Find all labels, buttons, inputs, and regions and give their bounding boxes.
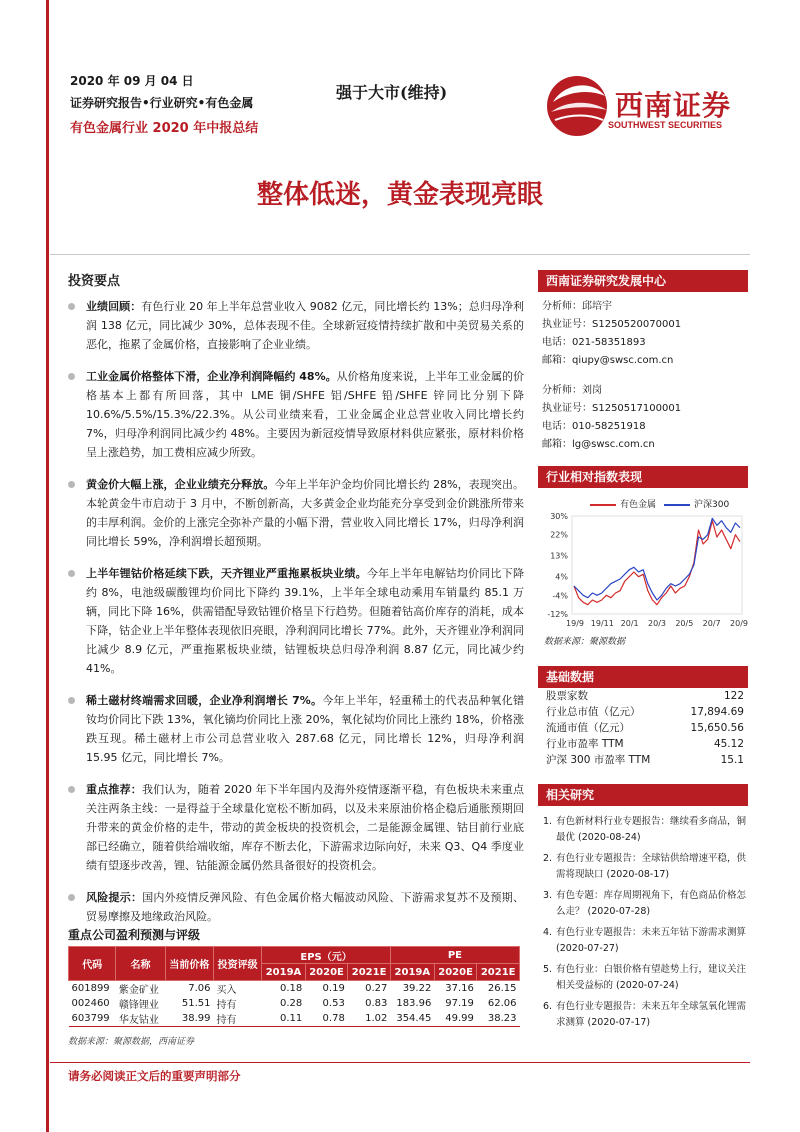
relative-index-chart-panel xyxy=(538,466,748,647)
analyst-license: 执业证号：S1250520070001 xyxy=(542,319,682,330)
bullet-icon xyxy=(68,697,75,704)
col-year: 2021E xyxy=(348,964,391,981)
related-research-title: 有色行业专题报告：未来五年钴下游需求测算 (2020-07-27) xyxy=(556,927,747,954)
report-date: 2020 年 09 月 04 日 xyxy=(70,74,194,88)
cell-code: 002460 xyxy=(71,998,110,1009)
analyst-email: 邮箱：qiupy@swsc.com.cn xyxy=(542,355,674,366)
cell-value: 0.18 xyxy=(262,981,306,997)
x-tick-label: 19/11 xyxy=(590,619,614,628)
cell-value: 49.99 xyxy=(434,1011,477,1027)
basic-data-label: 股票家数 xyxy=(546,690,588,702)
point-performance-review xyxy=(68,297,524,354)
basic-data-value: 15,650.56 xyxy=(690,722,744,734)
basic-data-value: 17,894.69 xyxy=(690,706,744,718)
report-title: 整体低迷，黄金表现亮眼 xyxy=(256,180,543,210)
cell-value: 26.15 xyxy=(477,981,520,997)
col-year: 2019A xyxy=(390,964,434,981)
basic-data-row xyxy=(538,688,748,704)
point-gold xyxy=(68,475,524,551)
series-line-nonferrous xyxy=(574,521,740,605)
col-price: 当前价格 xyxy=(165,947,213,981)
cell-value: 183.96 xyxy=(396,998,432,1009)
cell-price: 51.51 xyxy=(181,998,211,1009)
investment-points-section xyxy=(68,270,524,939)
related-research-title: 有色专题：库存周期视角下，有色商品价格怎么走？ (2020-07-28) xyxy=(556,890,747,917)
basic-data-row xyxy=(538,704,748,720)
point-lead: 稀土磁材终端需求回暖，企业净利润增长 7%。 xyxy=(86,694,323,707)
point-lead: 重点推荐： xyxy=(86,783,142,796)
related-research-link[interactable]: 6. 有色行业专题报告：未来五年全球氢氧化锂需求测算 (2020-07-17) xyxy=(543,1001,747,1028)
forecast-table-title: 重点公司盈利预测与评级 xyxy=(68,928,201,942)
point-industrial-metals xyxy=(68,367,524,462)
analyst-phone: 电话：010-58251918 xyxy=(542,421,646,432)
related-research-title: 有色行业专题报告：全球钴供给增速平稳，供需将现缺口 (2020-08-17) xyxy=(556,853,747,880)
forecast-table xyxy=(68,946,520,1027)
point-body: 国内外疫情反弹风险、有色金属价格大幅波动风险、下游需求复苏不及预期、贸易摩擦及地缘政治风险。 xyxy=(86,891,525,923)
related-research-link[interactable]: 5. 有色行业：白银价格有望趁势上行，建议关注相关受益标的 (2020-07-24) xyxy=(543,964,747,991)
y-tick-label: 22% xyxy=(550,530,568,540)
related-research-link[interactable]: 3. 有色专题：库存周期视角下，有色商品价格怎么走？ (2020-07-28) xyxy=(543,890,747,917)
brand-emblem-icon xyxy=(545,72,615,142)
cell-price: 38.99 xyxy=(165,1011,213,1027)
legend-item-csi300 xyxy=(664,497,729,510)
y-tick-label: 13% xyxy=(550,551,568,561)
related-research-list xyxy=(538,814,748,1030)
relative-index-chart xyxy=(538,510,748,632)
legend-item-nonferrous xyxy=(590,497,656,510)
point-body: 今年上半年，轻重稀土的代表品种氧化镨钕均价同比下跌 13%，氧化镝均价同比上涨 20%，氧化铽均价同比上涨约 18%，价格涨跌互现。稀土磁材上市公司总营业收入 287.68 亿元，同比增长 12%，归母净利润 15.95 亿元，同比增长 7%。 xyxy=(86,694,524,764)
footer-divider xyxy=(50,1062,750,1063)
related-research-title: 有色行业专题报告：未来五年全球氢氧化锂需求测算 (2020-07-17) xyxy=(556,1001,747,1028)
footer-disclaimer: 请务必阅读正文后的重要声明部分 xyxy=(68,1069,241,1083)
bullet-icon xyxy=(68,303,75,310)
table-row xyxy=(69,1011,520,1027)
basic-data-heading: 基础数据 xyxy=(538,666,748,688)
investment-points-heading: 投资要点 xyxy=(68,274,121,289)
cell-value: 0.83 xyxy=(365,998,388,1009)
bullet-icon xyxy=(68,894,75,901)
basic-data-value: 15.1 xyxy=(720,754,744,766)
report-type: 证券研究报告•行业研究•有色金属 xyxy=(70,96,254,110)
x-tick-label: 20/5 xyxy=(675,619,694,628)
cell-value: 97.19 xyxy=(445,998,474,1009)
cell-value: 0.11 xyxy=(262,1011,306,1027)
point-lead: 风险提示： xyxy=(86,891,143,904)
brand-name-cn: 西南证券 xyxy=(615,89,732,122)
basic-data-label: 流通市值（亿元） xyxy=(546,722,630,734)
forecast-table-source: 数据来源：聚源数据，西南证券 xyxy=(68,1037,195,1047)
brand-logo xyxy=(545,72,745,142)
header-divider xyxy=(50,254,750,255)
point-lithium-cobalt xyxy=(68,564,524,678)
basic-data-value: 45.12 xyxy=(713,738,744,750)
point-lead: 上半年锂钴价格延续下跌，天齐锂业严重拖累板块业绩。 xyxy=(86,567,367,580)
cell-value: 0.27 xyxy=(348,981,391,997)
basic-data-row xyxy=(538,720,748,736)
point-body: 我们认为，随着 2020 年下半年国内及海外疫情逐渐平稳，有色板块未来重点关注两条主线：一是得益于全球量化宽松不断加码，以及未来原油价格企稳后通胀预期回升带来的黄金价格的走牛，带动的黄金板块的投资机会，二是能源金属锂、钴目前行业底部已经确立，随着供给端收缩，库存不断去化，下游需求边际向好，未来 Q3、Q4 季度业绩有望逐步改善，锂、钴能源金属仍然具备很好的投资机会。 xyxy=(86,783,524,872)
legend-swatch xyxy=(664,504,690,506)
cell-rating: 买入 xyxy=(213,981,261,997)
basic-data-label: 行业市盈率 TTM xyxy=(546,738,624,750)
cell-value: 0.28 xyxy=(280,998,303,1009)
cell-code: 603799 xyxy=(69,1011,116,1027)
analyst-panel xyxy=(538,270,748,454)
cell-rating: 持有 xyxy=(213,1011,261,1027)
x-tick-label: 19/9 xyxy=(566,619,584,628)
cell-rating: 持有 xyxy=(216,1000,237,1011)
cell-value: 0.19 xyxy=(305,981,348,997)
legend-label: 沪深300 xyxy=(694,500,730,510)
point-body: 从价格角度来说，上半年工业金属的价格基本上都有所回落，其中 LME 铜/SHFE 铝/SHFE 铅/SHFE 锌同比分别下降 10.6%/5.5%/15.3%/22.3%。从公司业绩来看，工业金属企业总营业收入同比增长约 7%，归母净利润同比减少约 48%。主要因为新冠疫情导致原材料供应紧张，原材料价格呈上涨趋势，加工费相应减少所致。 xyxy=(86,370,524,459)
y-tick-label: 30% xyxy=(550,512,568,521)
basic-data-value: 122 xyxy=(723,690,744,702)
cell-value: 62.06 xyxy=(487,998,517,1009)
col-year: 2021E xyxy=(477,964,520,981)
analyst-license: 执业证号：S1250517100001 xyxy=(542,403,682,414)
point-body: 有色行业 20 年上半年总营业收入 9082 亿元，同比增长约 13%；总归母净利润 138 亿元，同比减少 30%，总体表现不佳。全球新冠疫情持续扩散和中美贸易关系的恶化，拖累了金属价格，直接影响了企业业绩。 xyxy=(86,300,525,351)
analyst-name: 分析师：刘岗 xyxy=(542,385,602,396)
brand-name-en: SOUTHWEST SECURITIES xyxy=(608,120,723,130)
basic-data-panel xyxy=(538,666,748,768)
bullet-icon xyxy=(68,373,75,380)
basic-data-row xyxy=(538,736,748,752)
analyst-heading: 西南证券研究发展中心 xyxy=(538,270,748,292)
cell-value: 354.45 xyxy=(390,1011,434,1027)
related-research-link[interactable]: 1. 有色新材料行业专题报告：继续看多商品，铜最优 (2020-08-24) xyxy=(543,816,747,843)
cell-value: 39.22 xyxy=(390,981,434,997)
y-tick-label: -4% xyxy=(552,591,568,601)
point-risk xyxy=(68,888,524,926)
cell-value: 0.53 xyxy=(322,998,345,1009)
basic-data-row xyxy=(538,752,748,768)
related-research-title: 有色新材料行业专题报告：继续看多商品，铜最优 (2020-08-24) xyxy=(556,816,747,843)
col-name: 名称 xyxy=(116,947,165,981)
y-tick-label: -12% xyxy=(547,610,568,619)
x-tick-label: 20/7 xyxy=(702,619,721,628)
x-tick-label: 20/1 xyxy=(620,619,639,628)
point-recommendation xyxy=(68,780,524,875)
analyst-phone: 电话：021-58351893 xyxy=(542,337,646,348)
point-body: 今年上半年沪金均价同比增长约 28%，表现突出。本轮黄金牛市启动于 3 月中，不断创新高，大多黄金企业均能充分享受到金价跳涨所带来的丰厚利润。金价的上涨完全弥补产量的小幅下滑，营业收入同比增长 17%，归母净利润同比增长 59%，净利润增长超预期。 xyxy=(86,478,525,548)
col-rating: 投资评级 xyxy=(213,947,261,981)
left-accent-rule xyxy=(46,0,49,1132)
investment-points-list xyxy=(68,297,524,926)
col-year: 2020E xyxy=(434,964,477,981)
cell-value: 1.02 xyxy=(348,1011,391,1027)
cell-name: 华友钴业 xyxy=(116,1011,165,1027)
cell-value: 38.23 xyxy=(477,1011,520,1027)
report-subtitle: 有色金属行业 2020 年中报总结 xyxy=(70,121,259,136)
point-rare-earth xyxy=(68,691,524,767)
industry-rating: 强于大市(维持) xyxy=(336,83,448,102)
cell-value: 37.16 xyxy=(434,981,477,997)
cell-code: 601899 xyxy=(69,981,116,997)
legend-label: 有色金属 xyxy=(620,500,657,510)
basic-data-label: 沪深 300 市盈率 TTM xyxy=(546,754,651,766)
point-lead: 工业金属价格整体下滑，企业净利润降幅约 48%。 xyxy=(86,370,337,383)
cell-name: 赣锋锂业 xyxy=(118,1000,159,1011)
col-year: 2019A xyxy=(262,964,306,981)
col-pe: PE xyxy=(390,947,519,964)
analyst-name: 分析师：邱培宇 xyxy=(542,301,612,312)
col-eps: EPS（元） xyxy=(262,947,391,964)
cell-value: 0.78 xyxy=(305,1011,348,1027)
chart-source: 数据来源：聚源数据 xyxy=(544,637,626,647)
related-research-panel xyxy=(538,784,748,1036)
related-research-title: 有色行业：白银价格有望趁势上行，建议关注相关受益标的 (2020-07-24) xyxy=(556,964,747,991)
y-tick-label: 4% xyxy=(555,572,568,582)
bullet-icon xyxy=(68,786,75,793)
related-research-link[interactable]: 2. 有色行业专题报告：全球钴供给增速平稳，供需将现缺口 (2020-08-17) xyxy=(543,853,747,880)
related-research-link[interactable]: 4. 有色行业专题报告：未来五年钴下游需求测算 (2020-07-27) xyxy=(543,927,747,954)
col-code: 代码 xyxy=(69,947,116,981)
point-lead: 黄金价大幅上涨，企业业绩充分释放。 xyxy=(86,478,275,491)
table-row xyxy=(69,996,520,1011)
bullet-icon xyxy=(68,481,75,488)
related-research-heading: 相关研究 xyxy=(538,784,748,806)
chart-heading: 行业相对指数表现 xyxy=(538,466,748,488)
basic-data-label: 行业总市值（亿元） xyxy=(546,706,641,718)
x-tick-label: 20/3 xyxy=(648,619,666,628)
cell-name: 紫金矿业 xyxy=(116,981,165,997)
x-tick-label: 20/9 xyxy=(730,619,748,628)
analyst-email: 邮箱：lg@swsc.com.cn xyxy=(542,439,655,450)
cell-price: 7.06 xyxy=(165,981,213,997)
bullet-icon xyxy=(68,570,75,577)
point-body: 今年上半年电解钴均价同比下降约 8%，电池级碳酸锂均价同比下降约 39.1%，上半年全球电动乘用车销量约 85.1 万辆，同比下降 16%，供需错配导致钴锂价格呈下行趋势。但随着钴高价库存的消耗，成本下降，钴企业上半年整体表现依旧亮眼，净利润同比增长 77%。此外，天齐锂业净利润同比减少 8.9 亿元，严重拖累板块业绩，钴锂板块总归母净利润 8.87 亿元，同比减少约 41%。 xyxy=(86,567,525,675)
point-lead: 业绩回顾： xyxy=(86,300,142,313)
table-row xyxy=(69,981,520,997)
chart-legend xyxy=(538,494,748,510)
col-year: 2020E xyxy=(305,964,348,981)
legend-swatch xyxy=(590,504,616,506)
